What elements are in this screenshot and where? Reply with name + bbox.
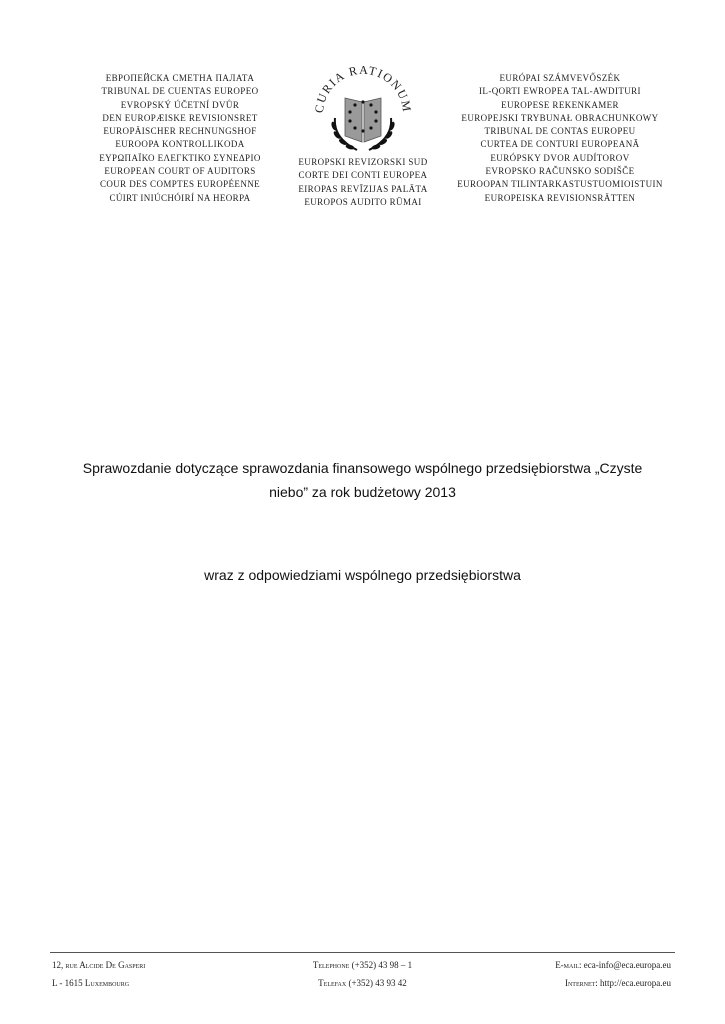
website-link[interactable]: http://eca.europa.eu [600,978,671,988]
document-title-line: niebo” za rok budżetowy 2013 [269,484,456,500]
header-line: ΕΥΡΩΠΑΪΚΟ ΕΛΕΓΚΤΙΚΟ ΣΥΝΕΔΡΙΟ [99,152,261,163]
telephone-value: (+352) 43 98 – 1 [351,960,413,970]
header-left-column [70,72,290,205]
court-of-auditors-seal-icon [305,56,421,156]
telephone-label: Telephone [312,960,350,970]
header-right-column [440,72,680,205]
header-line: EVROPSKÝ ÚČETNÍ DVŮR [120,99,240,110]
footer-contact-block [555,956,671,992]
header-line: TRIBUNAL DE CUENTAS EUROPEO [101,86,259,97]
header-line: EUROPÄISCHER RECHNUNGSHOF [103,126,257,137]
header-line: EUROPOS AUDITO RŪMAI [304,196,422,207]
header-line: CURTEA DE CONTURI EUROPEANĂ [480,139,640,150]
email-label: E-mail: [555,960,582,970]
header-line: CORTE DEI CONTI EUROPEA [298,170,428,181]
header-line: EUROOPA KONTROLLIKODA [115,139,245,150]
footer-address [52,956,145,992]
header-line: EUROPEAN COURT OF AUDITORS [104,166,256,177]
header-line: EUROOPAN TILINTARKASTUSTUOMIOISTUIN [457,179,663,190]
header-line: EURÓPAI SZÁMVEVŐSZÉK [499,73,621,83]
header-line: EUROPSKI REVIZORSKI SUD [298,157,428,167]
header-line: EUROPESE REKENKAMER [501,99,619,110]
header-line: COUR DES COMPTES EUROPÉENNE [99,179,261,190]
telefax-label: Telefax [318,978,347,988]
header-line: TRIBUNAL DE CONTAS EUROPEU [484,126,636,137]
header-line: EUROPEJSKI TRYBUNAŁ OBRACHUNKOWY [461,112,659,123]
header-line: EUROPEISKA REVISIONSRÄTTEN [484,192,636,203]
document-subtitle: wraz z odpowiedziami wspólnego przedsiębiorstwa [204,567,521,583]
address-city: L - 1615 Luxembourg [52,978,130,988]
telefax-value: (+352) 43 93 42 [348,978,407,988]
email-link[interactable]: eca-info@eca.europa.eu [583,960,671,970]
svg-text:CURIA RATIONUM [312,63,414,114]
address-street: 12, rue Alcide De Gasperi [52,960,146,970]
seal-motto: CURIA RATIONUM [311,62,415,114]
footer-phone-block [280,956,445,992]
document-title [40,456,685,504]
header-line: EVROPSKO RAČUNSKO SODIŠČE [485,166,635,177]
header-line: DEN EUROPÆISKE REVISIONSRET [102,112,258,123]
header-line: ЕВРОПЕЙСКА СМЕТНА ПАЛАТА [105,73,255,83]
header-line: IL-QORTI EWROPEA TAL-AWDITURI [479,86,641,97]
header-line: EIROPAS REVĪZIJAS PALĀTA [298,183,428,194]
header-line: EURÓPSKY DVOR AUDÍTOROV [490,152,630,163]
footer-divider [50,952,675,953]
header-center-column [283,156,443,209]
internet-label: Internet: [564,978,598,988]
header-line: CÚIRT INIÚCHÓIRÍ NA HEORPA [109,192,251,203]
document-title-line: Sprawozdanie dotyczące sprawozdania finansowego wspólnego przedsiębiorstwa „Czyste [82,460,643,476]
